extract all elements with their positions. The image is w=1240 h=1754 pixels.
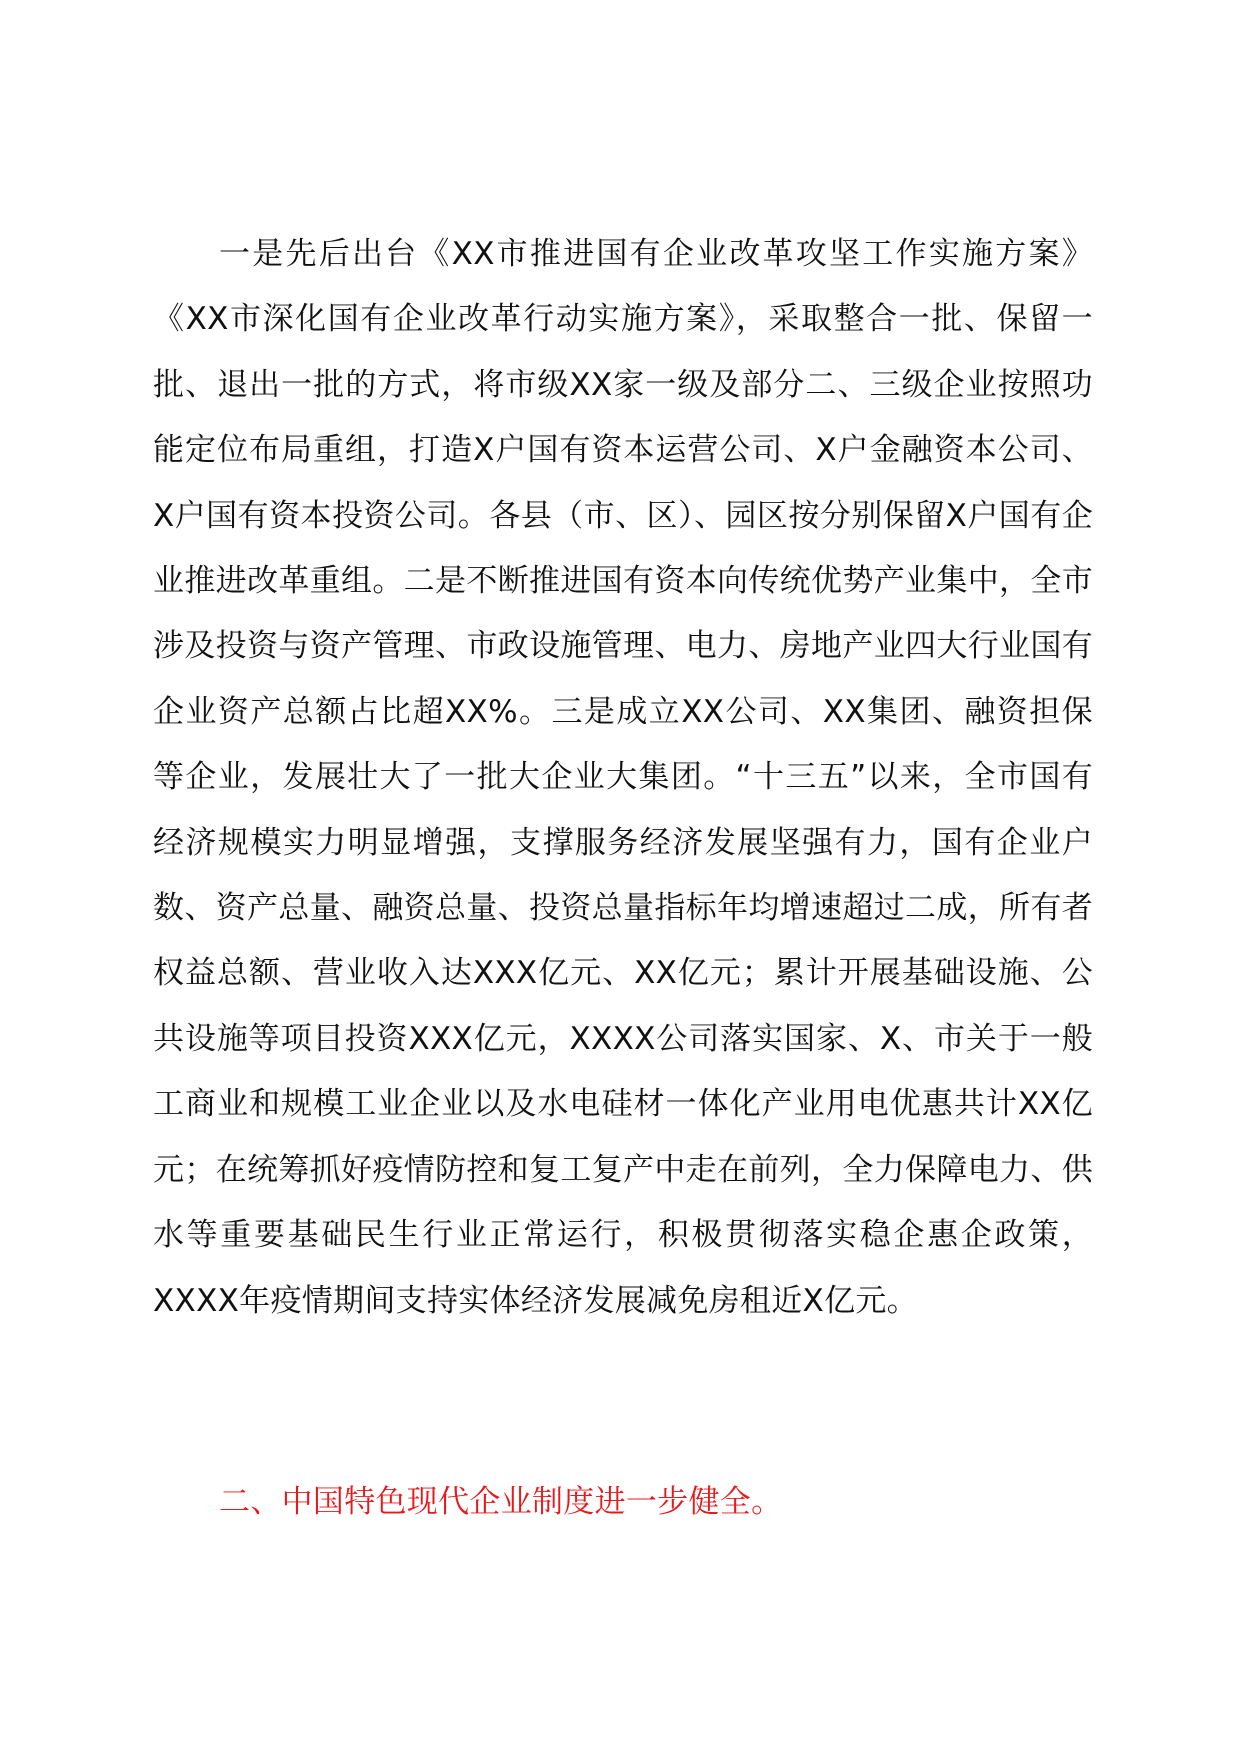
section-heading: 二、中国特色现代企业制度进一步健全。 — [219, 1484, 783, 1520]
body-paragraph: 一是先后出台《XX市推进国有企业改革攻坚工作实施方案》《XX市深化国有企业改革行动实施方案》，采取整合一批、保留一批、退出一批的方式，将市级XX家一级及部分二、三级企业按照功能定位布局重组，打造X户国有资本运营公司、X户金融资本公司、X户国有资本投资公司。各县（市、区）、园区按分别保留X户国有企业推进改革重组。二是不断推进国有资本向传统优势产业集中，全市涉及投资与资产管理、市政设施管理、电力、房地产业四大行业国有企业资产总额占比超XX%。三是成立XX公司、XX集团、融资担保等企业，发展壮大了一批大企业大集团。“十三五”以来，全市国有经济规模实力明显增强，支撑服务经济发展坚强有力，国有企业户数、资产总量、融资总量、投资总量指标年均增速超过二成，所有者权益总额、营业收入达XXX亿元、XX亿元；累计开展基础设施、公共设施等项目投资XXX亿元，XXXX公司落实国家、X、市关于一般工商业和规模工业企业以及水电硅材一体化产业用电优惠共计XX亿元；在统筹抓好疫情防控和复工复产中走在前列，全力保障电力、供水等重要基础民生行业正常运行，积极贯彻落实稳企惠企政策，XXXX年疫情期间支持实体经济发展减免房租近X亿元。 — [153, 236, 1093, 1319]
